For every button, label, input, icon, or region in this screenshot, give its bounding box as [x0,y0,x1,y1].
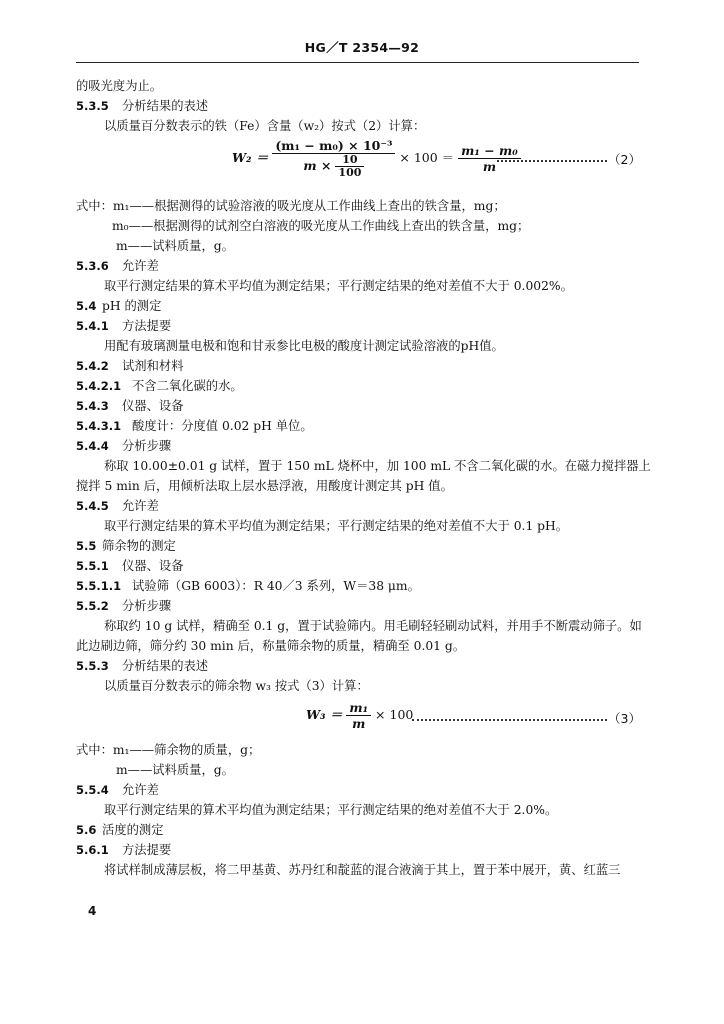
section-5-5-1 [76,558,639,574]
section-5-5-1-1 [76,578,639,594]
leader-dots [412,719,607,721]
section-title: 允许差 [122,259,159,273]
fraction-numerator: (m₁ − m₀) × 10⁻³ [272,138,395,154]
section-title: 酸度计：分度值 0.02 pH 单位。 [132,419,313,433]
section-title: 仪器、设备 [122,559,184,573]
text-line: 搅拌 5 min 后，用倾析法取上层水悬浮液，用酸度计测定其 pH 值。 [76,479,453,493]
text-line: 以质量百分数表示的筛余物 w₃ 按式（3）计算： [104,679,369,693]
fraction-denominator: m [352,716,366,731]
fraction-denominator: m [482,159,497,174]
text-line: 以质量百分数表示的铁（Fe）含量（w₂）按式（2）计算： [104,119,426,133]
fraction-2 [458,143,521,174]
section-title: 允许差 [122,499,159,513]
section-5-4 [76,298,639,314]
where-line: m₀——根据测得的试剂空白溶液的吸光度从工作曲线上查出的铁含量，mg； [112,219,530,233]
section-5-4-2-1 [76,378,639,394]
formula-lhs: W₂ ＝ [232,150,269,165]
section-5-4-3-1 [76,418,639,434]
section-number: 5.4.2 [76,359,109,373]
section-title: 分析步骤 [122,439,172,453]
fraction-numerator: m₁ − m₀ [458,143,521,159]
section-title: pH 的测定 [102,299,162,313]
header-rule [76,62,639,63]
where-line: 式中：m₁——筛余物的质量，g； [76,743,261,757]
section-number: 5.6 [76,823,97,837]
page-number: 4 [88,904,97,918]
section-title: 活度的测定 [102,823,164,837]
fraction-denominator [272,154,395,179]
fraction [346,700,371,731]
where-line: m——试料质量，g。 [116,239,234,253]
section-5-5-3 [76,658,639,674]
section-5-3-5 [76,98,639,114]
section-number: 5.4.5 [76,499,109,513]
section-number: 5.5.1.1 [76,579,122,593]
standard-header: HG／T 2354—92 [304,40,420,55]
section-number: 5.4.3 [76,399,109,413]
section-title: 仪器、设备 [122,399,184,413]
fraction-1 [272,138,395,179]
section-number: 5.4.2.1 [76,379,122,393]
text-line: 用配有玻璃测量电极和饱和甘汞参比电极的酸度计测定试验溶液的pH值。 [104,339,504,353]
text-line: 将试样制成薄层板，将二甲基黄、苏丹红和靛蓝的混合液滴于其上，置于苯中展开，黄、红蓝三 [104,863,621,877]
where-line: m——试料质量，g。 [116,763,234,777]
formula-lhs: W₃ ＝ [306,707,343,722]
inner-fraction [335,154,364,179]
section-5-6 [76,822,639,838]
text-line: 此边刷边筛，筛分约 30 min 后，称量筛余物的质量，精确至 0.01 g。 [76,639,466,653]
text-line: 取平行测定结果的算术平均值为测定结果；平行测定结果的绝对差值不大于 0.002%。 [104,279,573,293]
where-line: 式中：m₁——根据测得的试验溶液的吸光度从工作曲线上查出的铁含量，mg； [76,199,506,213]
text-line: 的吸光度为止。 [76,79,163,93]
section-number: 5.5.2 [76,599,109,613]
section-number: 5.6.1 [76,843,109,857]
text-line: 称取约 10 g 试样，精确至 0.1 g，置于试验筛内。用毛刷轻轻刷动试料，并用手不断震动筛子。如 [104,619,642,633]
section-5-6-1 [76,842,639,858]
denominator-text: m × [303,158,332,173]
text-line: 取平行测定结果的算术平均值为测定结果；平行测定结果的绝对差值不大于 0.1 pH。 [104,519,569,533]
fraction-numerator: m₁ [346,700,371,716]
section-title: 试验筛（GB 6003）：R 40／3 系列，W＝38 μm。 [132,579,420,593]
section-5-5 [76,538,639,554]
section-5-4-3 [76,398,639,414]
section-title: 方法提要 [122,319,172,333]
section-title: 允许差 [122,783,159,797]
section-title: 不含二氧化碳的水。 [132,379,243,393]
section-title: 分析步骤 [122,599,172,613]
section-number: 5.3.6 [76,259,109,273]
equation-number: （3） [608,711,641,726]
section-number: 5.4.1 [76,319,109,333]
text-line: 称取 10.00±0.01 g 试样，置于 150 mL 烧杯中，加 100 mL 不含二氧化碳的水。在磁力搅拌器上 [104,459,651,473]
section-5-4-2 [76,358,639,374]
section-title: 试剂和材料 [122,359,184,373]
section-5-5-2 [76,598,639,614]
section-5-4-4 [76,438,639,454]
section-number: 5.5 [76,539,97,553]
section-number: 5.5.4 [76,783,109,797]
section-5-5-4 [76,782,639,798]
section-number: 5.4 [76,299,97,313]
leader-dots [497,160,607,162]
section-number: 5.4.3.1 [76,419,122,433]
section-title: 方法提要 [122,843,172,857]
formula-2 [232,138,521,179]
text-line: 取平行测定结果的算术平均值为测定结果；平行测定结果的绝对差值不大于 2.0%。 [104,803,558,817]
formula-3 [306,700,413,731]
section-number: 5.3.5 [76,99,109,113]
section-title: 筛余物的测定 [102,539,176,553]
times-symbol: × 100 ＝ [399,150,455,165]
section-number: 5.5.3 [76,659,109,673]
section-5-4-5 [76,498,639,514]
section-number: 5.5.1 [76,559,109,573]
times-symbol: × 100 [375,707,414,722]
section-5-4-1 [76,318,639,334]
section-number: 5.4.4 [76,439,109,453]
section-title: 分析结果的表述 [122,659,209,673]
inner-numerator: 10 [335,154,364,167]
inner-denominator: 100 [338,166,362,179]
equation-number: （2） [608,152,641,167]
section-title: 分析结果的表述 [122,99,209,113]
section-5-3-6 [76,258,639,274]
